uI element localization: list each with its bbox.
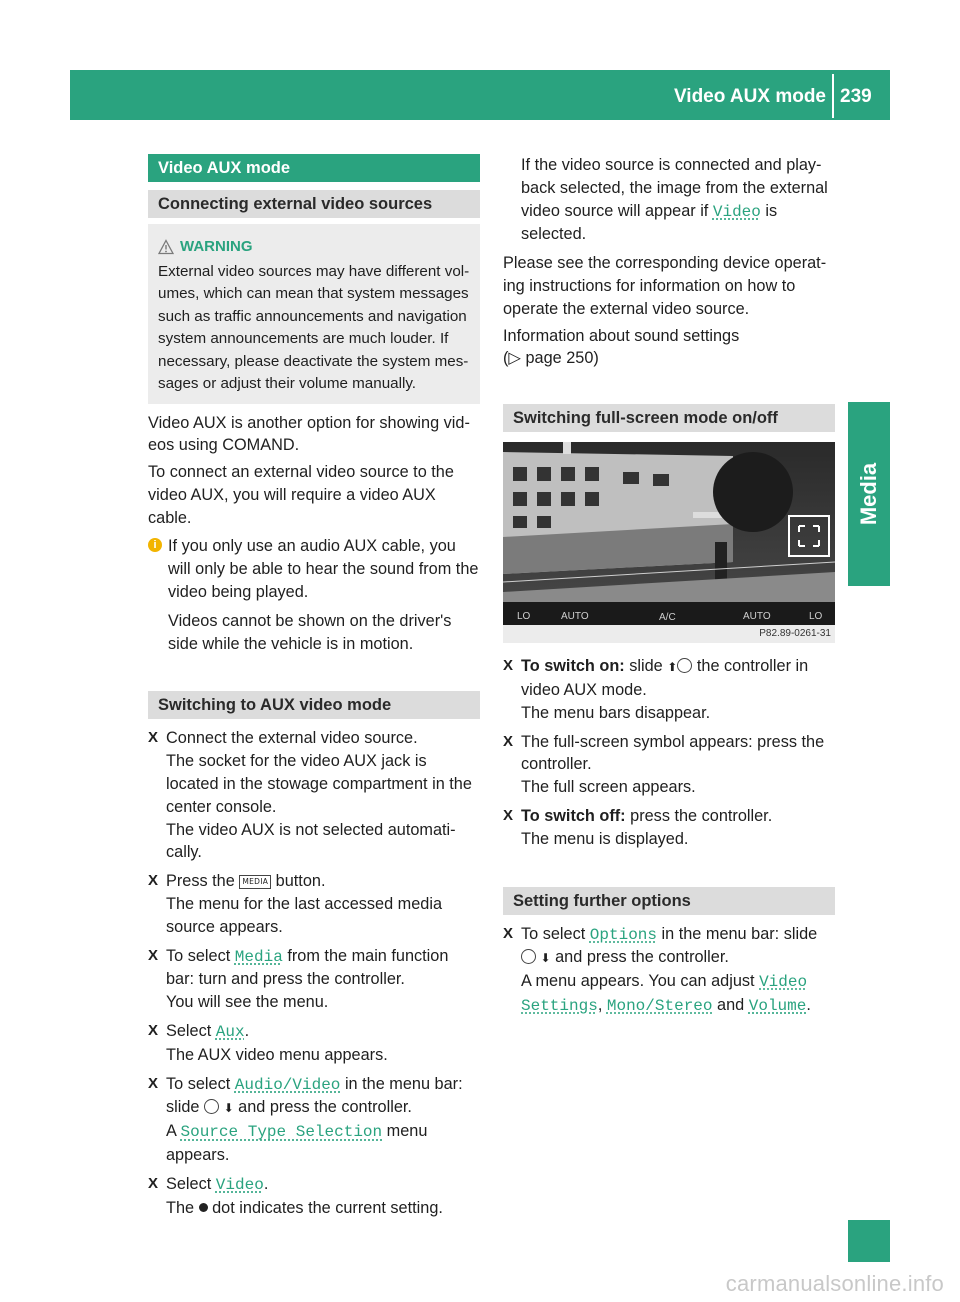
step-text: .	[806, 995, 811, 1014]
step-text: The full-screen symbol appears: press the controller.	[521, 732, 825, 774]
step-text: is selected.	[521, 201, 778, 244]
step-select-media	[148, 945, 480, 1014]
step-text: the controller in video AUX mode.	[521, 657, 809, 699]
step-text: The socket for the video AUX jack is located in the stowage compartment in the center console.	[166, 752, 472, 816]
paragraph-device-instructions: Please see the corresponding device operat-ing instructions for information on how to operate the external video source.	[503, 254, 827, 318]
step-text: Connect the external video source.	[166, 729, 418, 748]
step-marker-icon: X	[148, 729, 159, 747]
step-text: in the menu bar: slide	[661, 924, 818, 943]
info-text-2: Videos cannot be shown on the driver's side while the vehicle is in motion.	[168, 611, 452, 653]
step-text: The AUX video menu appears.	[166, 1045, 388, 1064]
paragraph-sound-settings: Information about sound settings	[503, 326, 740, 345]
side-marker	[848, 1220, 890, 1262]
climate-left-auto: AUTO	[561, 611, 589, 623]
step-marker-icon: X	[148, 1174, 159, 1192]
info-note	[148, 535, 480, 661]
step-text: The menu is displayed.	[521, 829, 689, 848]
ui-term-options: Options	[589, 925, 657, 944]
subsection-title-fullscreen: Switching full-screen mode on/off	[503, 404, 835, 432]
subsection-title-switching-aux: Switching to AUX video mode	[148, 691, 480, 719]
step-text: A menu appears. You can adjust	[521, 972, 755, 991]
step-marker-icon: X	[148, 1074, 159, 1092]
info-text-1: If you only use an audio AUX cable, you will only be able to hear the sound from the video being played.	[168, 537, 479, 602]
step-text: To select	[166, 946, 231, 965]
step-marker-icon: X	[503, 657, 514, 675]
step-select-options	[503, 923, 835, 1018]
paragraph-cable: To connect an external video source to the video AUX, you will require a video AUX cable.	[148, 463, 454, 527]
image-reference-bar	[503, 625, 835, 643]
right-column	[503, 154, 835, 1024]
step-marker-icon: X	[148, 946, 159, 964]
step-text: ,	[597, 995, 603, 1014]
page-number: 239	[840, 86, 872, 107]
warning-box	[148, 224, 480, 404]
image-reference-code: P82.89-0261-31	[759, 628, 831, 640]
step-text: The menu for the last accessed media source appears.	[166, 895, 443, 936]
step-connect	[148, 727, 480, 864]
step-text: A	[166, 1122, 176, 1141]
left-column	[148, 154, 480, 1225]
step-label: To switch off:	[521, 806, 626, 825]
page-reference: (▷ page 250)	[503, 349, 599, 368]
climate-left-lo: LO	[517, 611, 531, 623]
climate-right-lo: LO	[809, 611, 823, 623]
warning-text: External video sources may have different vol-umes, which can mean that system messages such as traffic announcements and navigation system announcements are much louder. If necessary, please deactivate the system mes-sages or adjust their volume manually.	[158, 262, 470, 392]
step-text: The full screen appears.	[521, 778, 696, 797]
step-text: You will see the menu.	[166, 993, 329, 1012]
step-text: Press the	[166, 872, 235, 891]
step-marker-icon: X	[503, 732, 514, 750]
step-text: .	[263, 1174, 269, 1193]
media-button-icon: MEDIA	[239, 875, 271, 889]
step-text: menu appears.	[166, 1122, 428, 1165]
arrow-up-icon: ⬆	[667, 660, 678, 675]
step-select-aux	[148, 1020, 480, 1067]
climate-ac: A/C	[659, 612, 676, 624]
step-text: Select	[166, 1174, 212, 1193]
step-text: The	[166, 1198, 195, 1217]
ui-term-mono-stereo: Mono/Stereo	[606, 996, 713, 1015]
step-text: slide	[629, 657, 663, 676]
step-text: button.	[275, 872, 326, 891]
step-text: press the controller.	[630, 806, 773, 825]
step-marker-icon: X	[503, 924, 514, 942]
step-text: To select	[166, 1074, 231, 1093]
ui-term-video-settings: Video Settings	[521, 973, 808, 1015]
step-text: in the menu bar:	[344, 1074, 463, 1093]
info-icon: i	[148, 538, 162, 552]
step-text: from the main function bar: turn and press the controller.	[166, 946, 449, 989]
step-marker-icon: X	[503, 806, 514, 824]
screen-photo	[503, 442, 835, 643]
subsection-title-further-options: Setting further options	[503, 887, 835, 915]
controller-icon	[204, 1099, 219, 1114]
step-text: To select	[521, 924, 586, 943]
step-text: slide	[166, 1098, 200, 1117]
step-text: Select	[166, 1022, 212, 1041]
step-switch-on	[503, 655, 835, 724]
step-text: dot indicates the current setting.	[212, 1198, 443, 1217]
step-marker-icon: X	[148, 1022, 159, 1040]
ui-term-media: Media	[234, 947, 283, 966]
step-text: and press the controller.	[238, 1098, 412, 1117]
step-switch-off	[503, 805, 835, 851]
step-select-video	[148, 1173, 480, 1220]
continued-step-text	[503, 154, 835, 246]
controller-icon	[677, 658, 692, 673]
step-fullscreen-symbol	[503, 731, 835, 799]
ui-term-aux: Aux	[215, 1023, 245, 1042]
warning-triangle-icon	[158, 239, 174, 255]
climate-right-auto: AUTO	[743, 611, 771, 623]
video-screen-image	[503, 442, 835, 625]
side-tab-label: Media	[856, 462, 881, 526]
step-text: The menu bars disappear.	[521, 703, 711, 722]
ui-term-source-type-selection: Source Type Selection	[180, 1123, 383, 1142]
ui-term-audio-video: Audio/Video	[234, 1075, 341, 1094]
warning-heading	[158, 236, 472, 259]
site-watermark: carmanualsonline.info	[725, 1271, 944, 1296]
step-press-media	[148, 870, 480, 938]
arrow-down-icon: ⬇	[540, 951, 551, 966]
step-text: The video AUX is not selected automati-cally.	[166, 820, 456, 862]
section-title-video-aux: Video AUX mode	[148, 154, 480, 182]
step-marker-icon: X	[148, 872, 159, 890]
step-text: and	[717, 995, 745, 1014]
warning-label: WARNING	[180, 238, 253, 255]
selected-dot-icon	[199, 1203, 208, 1212]
controller-icon	[521, 949, 536, 964]
step-text: and press the controller.	[555, 948, 729, 967]
ui-term-video: Video	[712, 202, 761, 221]
ui-term-video: Video	[215, 1175, 264, 1194]
header-separator	[832, 74, 834, 118]
step-label: To switch on:	[521, 657, 625, 676]
arrow-down-icon: ⬇	[223, 1101, 234, 1116]
step-select-audio-video	[148, 1073, 480, 1167]
paragraph-video-aux: Video AUX is another option for showing vid-eos using COMAND.	[148, 413, 470, 455]
subsection-title-connecting: Connecting external video sources	[148, 190, 480, 218]
step-text: If the video source is connected and play-back selected, the image from the external video source will appear if	[521, 156, 828, 220]
ui-term-volume: Volume	[748, 996, 807, 1015]
step-text: .	[244, 1022, 250, 1041]
page-header-title: Video AUX mode	[673, 86, 826, 107]
